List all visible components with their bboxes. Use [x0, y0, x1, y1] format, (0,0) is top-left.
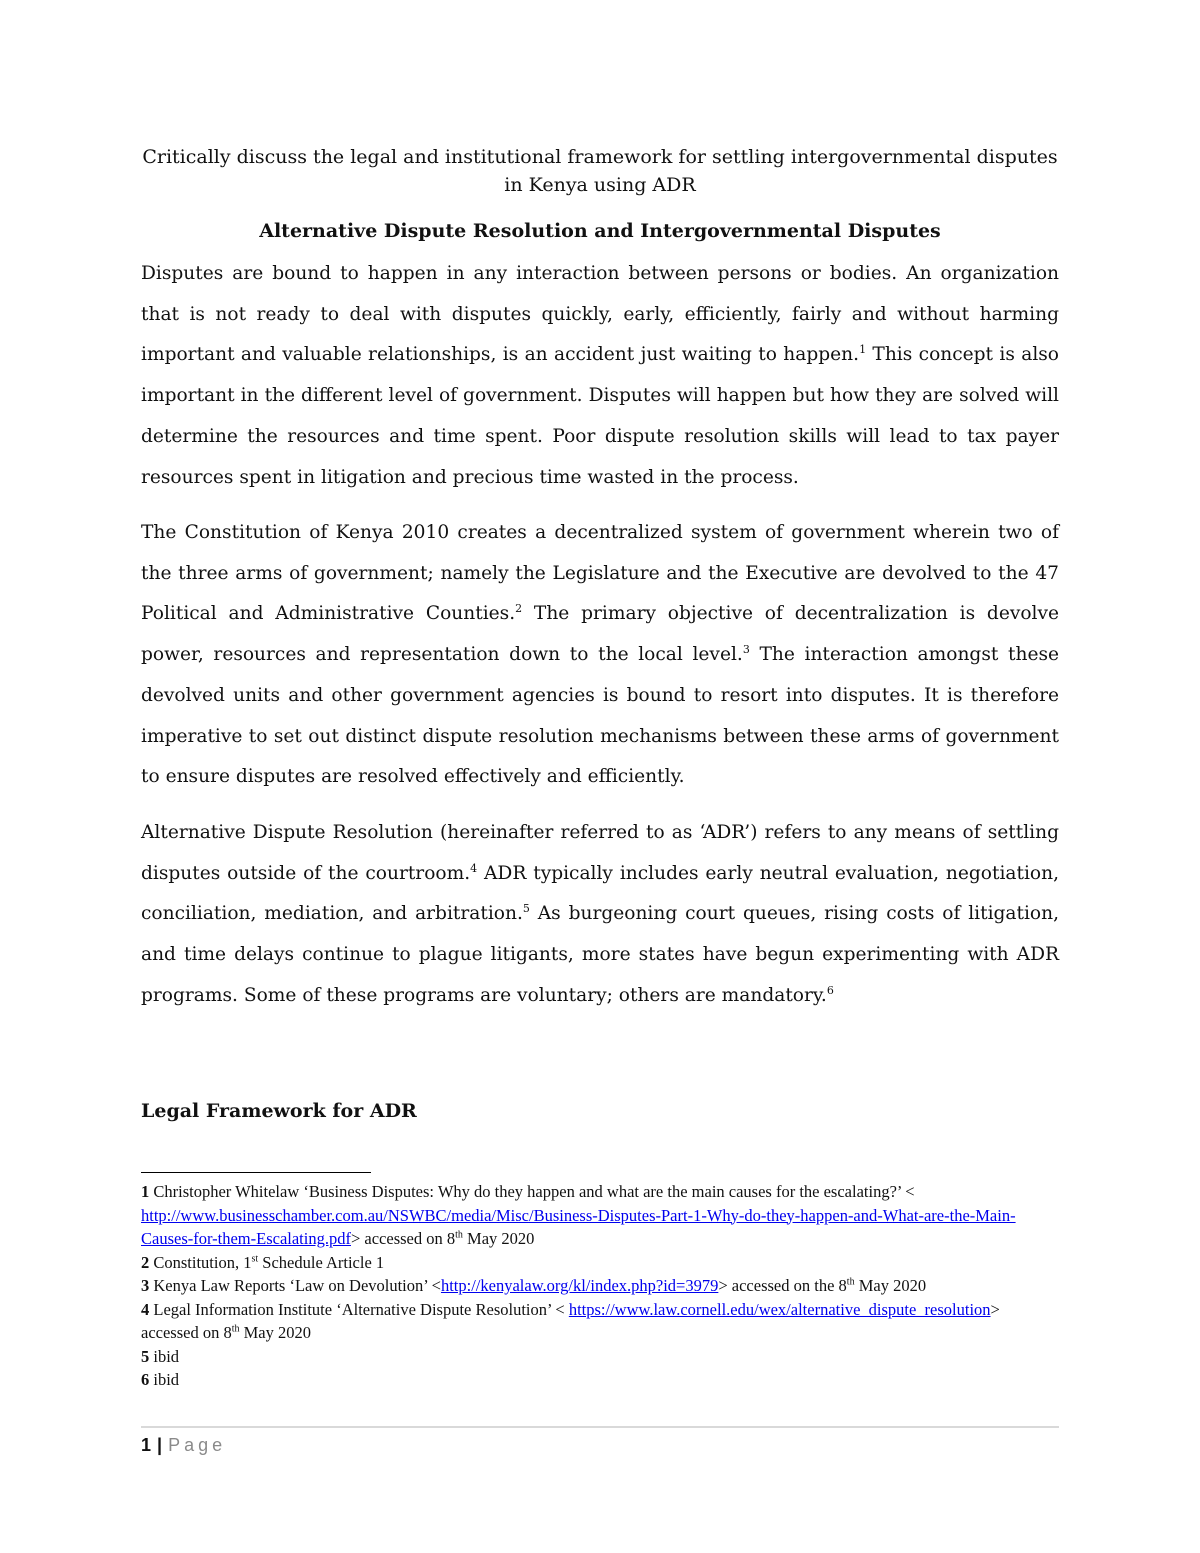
footnote-4-sup: th: [231, 1323, 240, 1335]
footnote-4-number: 4: [141, 1299, 150, 1319]
footnote-2-sup: st: [251, 1253, 259, 1264]
footnote-1-tail: May 2020: [462, 1229, 535, 1248]
footnote-6-number: 6: [141, 1370, 150, 1389]
footnote-4-link[interactable]: https://www.law.cornell.edu/wex/alternative_dispute_resolution: [568, 1299, 991, 1319]
paragraph-1-text-b: This concept is also important in the different level of government. Disputes will happen but how they are solved will determine the resources and time spent. Poor dispute resolution skills will lead to tax payer resources spent in litigation and precious time wasted in the process.: [141, 344, 1060, 488]
paragraph-1-text-a: Disputes are bound to happen in any interaction between persons or bodies. An organization that is not ready to deal with disputes quickly, early, efficiently, fairly and without harming important and valuable relationships, is an accident just waiting to happen.: [141, 263, 1059, 366]
footnote-4-tail: May 2020: [239, 1323, 311, 1342]
footnote-1-sup: th: [455, 1229, 463, 1241]
footnote-5-number: 5: [141, 1346, 150, 1366]
footnote-5-text: ibid: [149, 1346, 180, 1366]
footnote-2: [141, 1251, 1059, 1275]
paragraph-2-text-c: The interaction amongst these devolved units and other government agencies is bound to resort into disputes. It is therefore imperative to set out distinct dispute resolution mechanisms between these arms of government to ensure disputes are resolved effectively and efficiently.: [141, 644, 1059, 788]
footnote-2-number: 2: [141, 1252, 150, 1272]
footnote-1: [141, 1180, 1059, 1251]
footnote-4-text: Legal Information Institute ‘Alternative Dispute Resolution’ <: [149, 1299, 569, 1319]
footnotes: [141, 1180, 1059, 1392]
footnote-separator: [141, 1172, 371, 1173]
footnote-4: [141, 1298, 1059, 1345]
footer-divider: [141, 1426, 1059, 1428]
footer-separator: |: [157, 1435, 163, 1455]
paragraph-3: [141, 813, 1059, 1017]
footnote-ref-5[interactable]: 5: [522, 902, 530, 916]
footnote-5: [141, 1345, 1059, 1369]
footnote-3-link[interactable]: http://kenyalaw.org/kl/index.php?id=3979: [440, 1276, 719, 1295]
footnote-ref-6[interactable]: 6: [826, 983, 834, 997]
paragraph-2-text-a: The Constitution of Kenya 2010 creates a decentralized system of government wherein two of the three arms of government; namely the Legislature and the Executive are devolved to the 47 Political and Administrative Counties.: [141, 522, 1059, 625]
paragraph-3-text-a: Alternative Dispute Resolution (hereinafter referred to as ‘ADR’) refers to any means of settling disputes outside of the courtroom.: [141, 822, 1059, 884]
footnote-3-text: Kenya Law Reports ‘Law on Devolution’ <: [149, 1276, 441, 1295]
footnote-3: [141, 1274, 1059, 1298]
footnote-3-number: 3: [141, 1276, 150, 1295]
footnote-ref-1[interactable]: 1: [859, 343, 867, 357]
document-title: Critically discuss the legal and institutional framework for settling intergovernmental disputes in Kenya using ADR: [142, 146, 1058, 196]
footnote-6: [141, 1368, 1059, 1392]
footnote-3-after: > accessed on the 8: [718, 1276, 847, 1295]
section-heading-adr-disputes: Alternative Dispute Resolution and Intergovernmental Disputes: [259, 220, 941, 242]
footnote-ref-4[interactable]: 4: [470, 861, 478, 875]
paragraph-3-text-c: As burgeoning court queues, rising costs of litigation, and time delays continue to plague litigants, more states have begun experimenting with ADR programs. Some of these programs are voluntary; others are mandatory.: [141, 903, 1060, 1006]
footnote-3-tail: May 2020: [854, 1276, 927, 1295]
footnote-3-sup: th: [846, 1276, 855, 1288]
paragraph-2-text-b: The primary objective of decentralization is devolve power, resources and representation down to the local level.: [141, 603, 1059, 666]
footnote-6-text: ibid: [149, 1370, 180, 1389]
footnote-4-after: > accessed on 8: [141, 1299, 1000, 1342]
footnote-2-tail: Schedule Article 1: [258, 1252, 385, 1272]
footnote-ref-3[interactable]: 3: [742, 642, 750, 656]
footnote-1-after: > accessed on 8: [350, 1229, 456, 1248]
footnote-1-number: 1: [141, 1182, 150, 1201]
section-heading-legal-framework: Legal Framework for ADR: [141, 1100, 417, 1122]
page-label: Page: [168, 1435, 227, 1455]
page-number: 1: [141, 1435, 152, 1455]
footnote-2-text: Constitution, 1: [149, 1252, 252, 1272]
paragraph-2: [141, 513, 1059, 798]
footnote-1-text: Christopher Whitelaw ‘Business Disputes: Why do they happen and what are the main causes for the escalating?’ <: [149, 1182, 915, 1201]
footnote-ref-2[interactable]: 2: [515, 602, 523, 616]
page-footer: [141, 1433, 226, 1457]
paragraph-3-text-b: ADR typically includes early neutral evaluation, negotiation, conciliation, mediation, and arbitration.: [141, 862, 1059, 925]
paragraph-1: [141, 254, 1059, 498]
footnote-1-link[interactable]: http://www.businesschamber.com.au/NSWBC/media/Misc/Business-Disputes-Part-1-Why-do-they-happen-and-What-are-the-Main-Causes-for-them-Escalating.pdf: [141, 1205, 1016, 1248]
